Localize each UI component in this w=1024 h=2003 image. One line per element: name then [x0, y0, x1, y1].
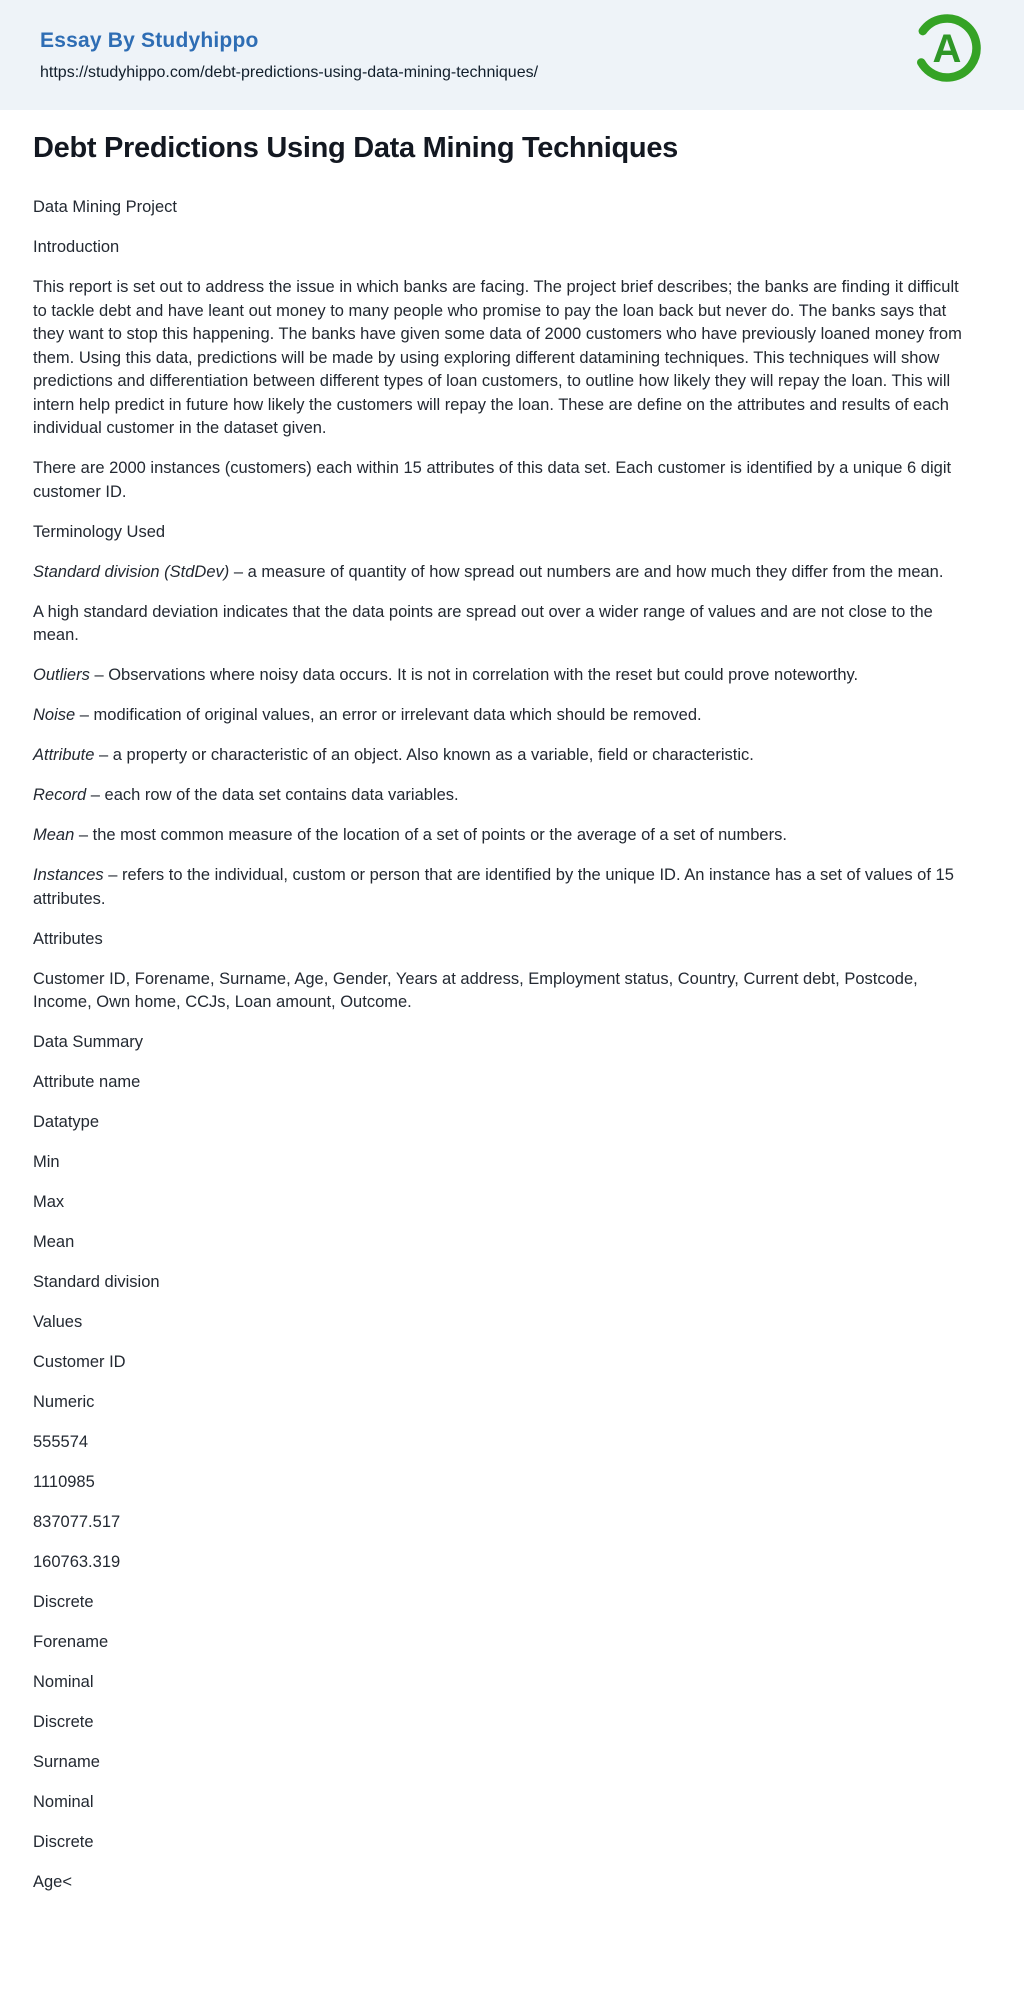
paragraph: Values: [33, 1313, 83, 1331]
article-body: [0, 129, 1024, 1895]
paragraph: Nominal: [33, 1673, 94, 1691]
paragraph: Age<: [33, 1873, 72, 1891]
site-title-link[interactable]: Essay By Studyhippo: [40, 29, 259, 52]
paragraph: 837077.517: [33, 1513, 121, 1531]
page-header: [0, 0, 1024, 110]
paragraph: Min: [33, 1153, 60, 1171]
terminology-paragraph: Mean – the most common measure of the location of a set of points or the average of a set of numbers.: [33, 826, 787, 844]
page-url: https://studyhippo.com/debt-predictions-using-data-mining-techniques/: [40, 64, 539, 81]
paragraph: Data Mining Project: [33, 198, 177, 216]
paragraph: Introduction: [33, 238, 120, 256]
paragraph: Attribute name: [33, 1073, 141, 1091]
terminology-paragraph: Record – each row of the data set contains data variables.: [33, 786, 459, 804]
paragraph: Nominal: [33, 1793, 94, 1811]
paragraph: Standard division: [33, 1273, 160, 1291]
paragraph: This report is set out to address the issue in which banks are facing. The project brief describes; the banks are finding it difficult to tackle debt and have leant out money to many people who promise to pay the loan back but never do. The banks says that they want to stop this happening. The banks have given some data of 2000 customers who have previously loaned money from them. Using this data, predictions will be made by using exploring different datamining techniques. This techniques will show predictions and differentiation between different types of loan customers, to outline how likely they will repay the loan. This will intern help predict in future how likely the customers will repay the loan. These are define on the attributes and results of each individual customer in the dataset given.: [33, 278, 962, 437]
paragraph: Mean: [33, 1233, 75, 1251]
terminology-paragraph: Instances – refers to the individual, custom or person that are identified by the unique ID. An instance has a set of values of 15 attributes.: [33, 866, 954, 908]
paragraph: Attributes: [33, 929, 103, 948]
paragraph: There are 2000 instances (customers) each within 15 attributes of this data set. Each customer is identified by a unique 6 digit customer ID.: [33, 459, 952, 501]
term-italic: Standard division (StdDev): [33, 562, 230, 581]
studyhippo-logo[interactable]: [912, 13, 982, 83]
term-italic: Outliers: [33, 666, 90, 684]
term-italic: Attribute: [33, 746, 95, 764]
paragraph: Customer ID, Forename, Surname, Age, Gender, Years at address, Employment status, Country, Current debt, Postcode, Income, Own home, CCJs, Loan amount, Outcome.: [33, 969, 918, 1011]
term-italic: Noise: [33, 706, 76, 724]
terminology-paragraph: Attribute – a property or characteristic of an object. Also known as a variable, field or characteristic.: [33, 746, 754, 764]
paragraph: Discrete: [33, 1593, 94, 1611]
terminology-paragraph: Standard division (StdDev) – a measure of quantity of how spread out numbers are and how much they differ from the mean.: [33, 562, 944, 581]
terminology-paragraph: Outliers – Observations where noisy data occurs. It is not in correlation with the reset but could prove noteworthy.: [33, 666, 859, 684]
article-title: Debt Predictions Using Data Mining Techniques: [33, 132, 678, 164]
paragraph-list: [33, 196, 964, 1895]
paragraph: 1110985: [33, 1473, 95, 1491]
paragraph: Discrete: [33, 1833, 94, 1851]
paragraph: Datatype: [33, 1113, 100, 1131]
logo-letter: A: [932, 26, 962, 71]
paragraph: Data Summary: [33, 1033, 144, 1051]
paragraph: Customer ID: [33, 1353, 126, 1371]
term-italic: Mean: [33, 826, 75, 844]
paragraph: 555574: [33, 1433, 89, 1451]
term-italic: Instances: [33, 866, 104, 884]
term-italic: Record: [33, 786, 87, 804]
terminology-paragraph: Noise – modification of original values, an error or irrelevant data which should be removed.: [33, 706, 702, 724]
paragraph: Numeric: [33, 1393, 95, 1411]
paragraph: Max: [33, 1193, 65, 1211]
paragraph: Terminology Used: [33, 522, 166, 541]
paragraph: 160763.319: [33, 1553, 121, 1571]
paragraph: Surname: [33, 1753, 100, 1771]
paragraph: Discrete: [33, 1713, 94, 1731]
paragraph: A high standard deviation indicates that the data points are spread out over a wider range of values and are not close to the mean.: [33, 602, 933, 644]
paragraph: Forename: [33, 1633, 109, 1651]
